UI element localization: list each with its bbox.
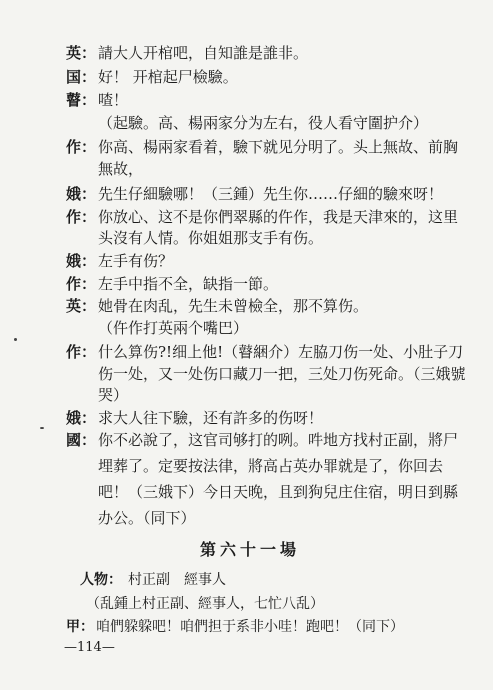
speaker-label: 作：	[66, 138, 97, 157]
dialogue-text: 無故，	[98, 159, 144, 178]
dialogue-text: 請大人开棺吧，自知誰是誰非。	[98, 44, 309, 62]
stage-direction: （起驗。高、楊兩家分为左右，役人看守圍护介）	[98, 114, 429, 133]
dialogue-text: 你不必說了，这官司够打的咧。吽地方找村正副，將尸	[98, 431, 459, 449]
dialogue-text: 伤一处，又一处伤口藏刀一把，三处刀伤死命。（三娥號	[98, 364, 466, 383]
dialogue-text: 埋葬了。定要按法律，將高占英办罪就是了，你回去	[98, 457, 444, 475]
dialogue-text: 咱們躱躱吧！咱們担于系非小哇！跑吧！（同下）	[96, 619, 404, 635]
speaker-label: 瞽：	[66, 91, 97, 110]
speaker-label: 作：	[66, 342, 97, 361]
dialogue-text: 办公。（同下）	[98, 509, 196, 527]
dialogue-text: 你放心、这不是你們翠縣的仵作，我是天津來的，这里	[98, 207, 459, 226]
scene-title: 第六十一場	[200, 540, 301, 559]
stage-direction: （仵作打英兩个嘴巴）	[98, 319, 249, 338]
scan-speck	[40, 427, 44, 429]
dialogue-text: 求大人往下驗，还有許多的伤呀！	[98, 408, 324, 427]
scan-speck	[14, 338, 17, 341]
stage-direction: （乱鍾上村正副、經事人，七忙八乱）	[86, 596, 324, 612]
speaker-label: 国：	[66, 67, 97, 86]
dialogue-text: 头沒有人情。你姐姐那支手有伤。	[98, 229, 324, 248]
speaker-label: 作：	[66, 207, 97, 226]
dialogue-text: 左手有伤？	[98, 252, 174, 271]
speaker-label: 娥：	[66, 252, 97, 271]
dialogue-text: 吧！（三娥下）今日天晚，且到狗兒庄住宿，明日到縣	[98, 483, 459, 501]
speaker-label: 國：	[66, 431, 97, 449]
cast-list: 村正副 經事人	[128, 572, 226, 588]
speaker-label: 作：	[66, 274, 97, 293]
speaker-label: 娥：	[66, 408, 97, 427]
speaker-label: 英：	[66, 297, 97, 316]
speaker-label: 娥：	[66, 184, 97, 203]
page-number: —114—	[64, 640, 115, 655]
dialogue-text: 你高、楊兩家看着，驗下就见分明了。头上無故、前胸	[98, 138, 459, 157]
dialogue-text: 喳！	[98, 91, 129, 110]
dialogue-text: 先生仔細驗哪！（三鍾）先生你……仔細的驗來呀！	[98, 184, 444, 203]
cast-label: 人物：	[80, 572, 122, 588]
speaker-label: 甲：	[66, 619, 94, 635]
dialogue-text: 什么算伤?!细上他!（瞽綑介）左脇刀伤一处、小肚子刀	[98, 342, 464, 361]
dialogue-text: 好！ 开棺起尸檢驗。	[98, 67, 238, 86]
dialogue-text: 她骨在肉乱，先生未曾檢全，那不算伤。	[98, 297, 369, 316]
dialogue-text: 哭）	[98, 385, 129, 404]
dialogue-text: 左手中指不全，缺指一節。	[98, 274, 279, 293]
speaker-label: 英：	[66, 44, 97, 62]
